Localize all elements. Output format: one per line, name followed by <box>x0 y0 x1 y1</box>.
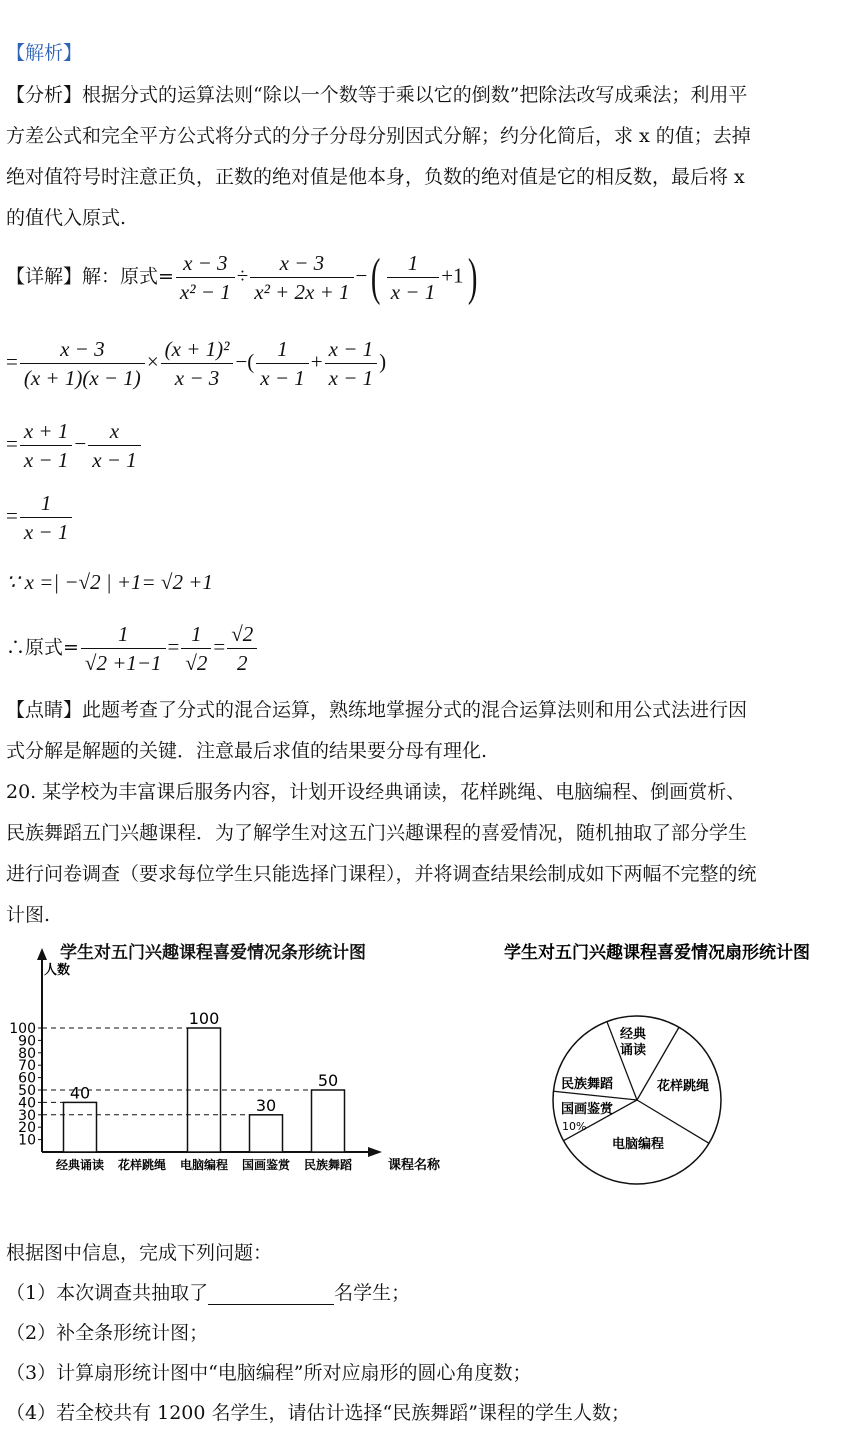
fraction-numerator: 1 <box>256 335 309 364</box>
answer-blank <box>208 1286 334 1305</box>
therefore-prefix: ∴原式= <box>6 636 79 659</box>
problem-line-1: 20. 某学校为丰富课后服务内容，计划开设经典诵读，花样跳绳、电脑编程、倒画赏析、 <box>6 781 746 803</box>
fraction-numerator: 1 <box>81 620 166 649</box>
fraction-numerator: 1 <box>181 620 211 649</box>
question-1 <box>6 1281 410 1305</box>
question-1-text: （1）本次调查共抽取了 <box>6 1282 209 1304</box>
y-tick-label: 80 <box>18 1045 36 1062</box>
plus-sign: + <box>310 349 323 374</box>
pie-slice-label: 民族舞蹈 <box>560 1077 614 1092</box>
analysis-line-2: 方差公式和完全平方公式将分式的分子分母分别因式分解；约分化简后，求 x 的值；去掉 <box>6 125 751 147</box>
x-axis-arrow <box>368 1147 382 1157</box>
fraction-denominator: (x + 1)(x − 1) <box>23 366 141 390</box>
analysis-line-3: 绝对值符号时注意正负，正数的绝对值是他本身，负数的绝对值是它的相反数，最后将 x <box>6 166 745 188</box>
fraction-denominator: x − 1 <box>23 448 69 472</box>
detail-equation-6 <box>6 620 259 677</box>
question-4: （4）若全校共有 1200 名学生，请估计选择“民族舞蹈”课程的学生人数； <box>6 1402 630 1424</box>
question-3: （3）计算扇形统计图中“电脑编程”所对应扇形的圆心角度数； <box>6 1362 532 1384</box>
equals-sign: = <box>6 349 18 374</box>
plus-one: +1 <box>441 263 464 288</box>
detail-equation-1 <box>6 248 481 307</box>
questions-intro: 根据图中信息，完成下列问题： <box>6 1242 273 1264</box>
fraction-denominator: x − 1 <box>390 280 436 304</box>
pie-chart-title: 学生对五门兴趣课程喜爱情况扇形统计图 <box>504 943 810 963</box>
y-tick-label: 10 <box>18 1132 36 1149</box>
bar <box>250 1115 283 1152</box>
fraction-numerator: (x + 1)² <box>161 335 234 364</box>
fraction-numerator: 1 <box>387 249 440 278</box>
y-tick-label: 70 <box>18 1058 36 1075</box>
bar-value-label: 40 <box>69 1083 91 1103</box>
x-tick-label: 经典诵读 <box>55 1158 105 1172</box>
bar-chart <box>0 930 460 1180</box>
equals-sign: = <box>167 634 180 659</box>
pie-slice-percent: 10% <box>562 1120 587 1133</box>
fraction-denominator: x − 1 <box>328 366 374 390</box>
y-tick-label: 60 <box>18 1070 36 1087</box>
minus-sign: − <box>74 431 87 456</box>
fraction-numerator: x + 1 <box>20 417 73 446</box>
bar-value-label: 50 <box>317 1071 339 1090</box>
fraction-numerator: x − 3 <box>176 249 235 278</box>
fraction-denominator: x² + 2x + 1 <box>254 280 350 304</box>
comment-line-2: 式分解是解题的关键．注意最后求值的结果要分母有理化. <box>6 740 488 762</box>
question-1-suffix: 名学生； <box>334 1282 411 1304</box>
fraction-numerator: 1 <box>20 489 73 518</box>
problem-line-3: 进行问卷调查（要求每位学生只能选择门课程），并将调查结果绘制成如下两幅不完整的统 <box>6 863 757 885</box>
fraction-denominator: √2 +1−1 <box>84 651 162 675</box>
analysis-line-4: 的值代入原式. <box>6 207 127 229</box>
fraction-numerator: √2 <box>227 620 257 649</box>
fraction-denominator: √2 <box>185 651 208 675</box>
x-axis-label: 课程名称 <box>388 1158 441 1173</box>
question-2: （2）补全条形统计图； <box>6 1322 209 1344</box>
divide-sign: ÷ <box>236 263 249 288</box>
detail-prefix: 【详解】解：原式= <box>6 265 174 288</box>
close-paren: ) <box>379 349 387 374</box>
x-tick-label: 国画鉴赏 <box>241 1158 291 1172</box>
right-paren: ) <box>467 249 477 306</box>
pie-slice-label: 诵读 <box>619 1043 647 1058</box>
bar-chart-title: 学生对五门兴趣课程喜爱情况条形统计图 <box>60 943 366 963</box>
detail-equation-3 <box>6 417 143 474</box>
pie-slice-label: 国画鉴赏 <box>560 1102 614 1117</box>
detail-equation-5: ∵ x =| −√2 | +1= √2 +1 <box>6 570 213 594</box>
equals-sign: = <box>6 431 18 456</box>
equals-sign: = <box>6 503 18 528</box>
bar <box>312 1090 345 1152</box>
fraction-numerator: x − 1 <box>325 335 378 364</box>
minus-paren: −( <box>235 349 255 374</box>
detail-equation-4 <box>6 489 74 546</box>
y-tick-label: 20 <box>18 1120 36 1137</box>
y-tick-label: 50 <box>18 1083 36 1099</box>
fraction-denominator: 2 <box>237 651 248 675</box>
analysis-heading: 【解析】 <box>6 42 83 64</box>
fraction-denominator: x − 3 <box>174 366 220 390</box>
fraction-numerator: x − 3 <box>20 335 145 364</box>
fraction-numerator: x − 3 <box>250 249 353 278</box>
y-tick-label: 100 <box>9 1021 36 1037</box>
y-tick-label: 30 <box>18 1107 36 1124</box>
y-axis-label: 人数 <box>44 963 71 978</box>
comment-line-1: 【点睛】此题考查了分式的混合运算，熟练地掌握分式的混合运算法则和用公式法进行因 <box>6 699 748 721</box>
fraction-numerator: x <box>88 417 141 446</box>
bar-value-label: 30 <box>255 1095 277 1115</box>
pie-chart <box>470 930 845 1200</box>
pie-slice-label: 经典 <box>619 1027 647 1042</box>
left-paren: ( <box>371 249 381 306</box>
analysis-line-1: 【分析】根据分式的运算法则“除以一个数等于乘以它的倒数”把除法改写成乘法；利用平 <box>6 84 748 106</box>
pie-slice-label: 花样跳绳 <box>656 1079 710 1094</box>
problem-line-4: 计图. <box>6 904 51 926</box>
y-tick-label: 90 <box>18 1033 36 1050</box>
x-tick-label: 花样跳绳 <box>117 1158 167 1172</box>
equals-sign: = <box>213 634 226 659</box>
bar <box>64 1102 97 1152</box>
fraction-denominator: x² − 1 <box>179 280 231 304</box>
problem-line-2: 民族舞蹈五门兴趣课程．为了解学生对这五门兴趣课程的喜爱情况，随机抽取了部分学生 <box>6 822 748 844</box>
bar-value-label: 100 <box>188 1009 220 1028</box>
pie-slice-label: 电脑编程 <box>611 1137 665 1152</box>
x-tick-label: 电脑编程 <box>179 1158 229 1172</box>
fraction-denominator: x − 1 <box>92 448 137 472</box>
times-sign: × <box>146 349 159 374</box>
y-tick-label: 40 <box>18 1095 36 1112</box>
fraction-denominator: x − 1 <box>260 366 305 390</box>
detail-equation-2 <box>6 335 386 392</box>
x-tick-label: 民族舞蹈 <box>303 1158 353 1172</box>
fraction-denominator: x − 1 <box>23 520 69 544</box>
minus-sign: − <box>355 263 368 288</box>
y-axis-arrow <box>37 948 47 960</box>
